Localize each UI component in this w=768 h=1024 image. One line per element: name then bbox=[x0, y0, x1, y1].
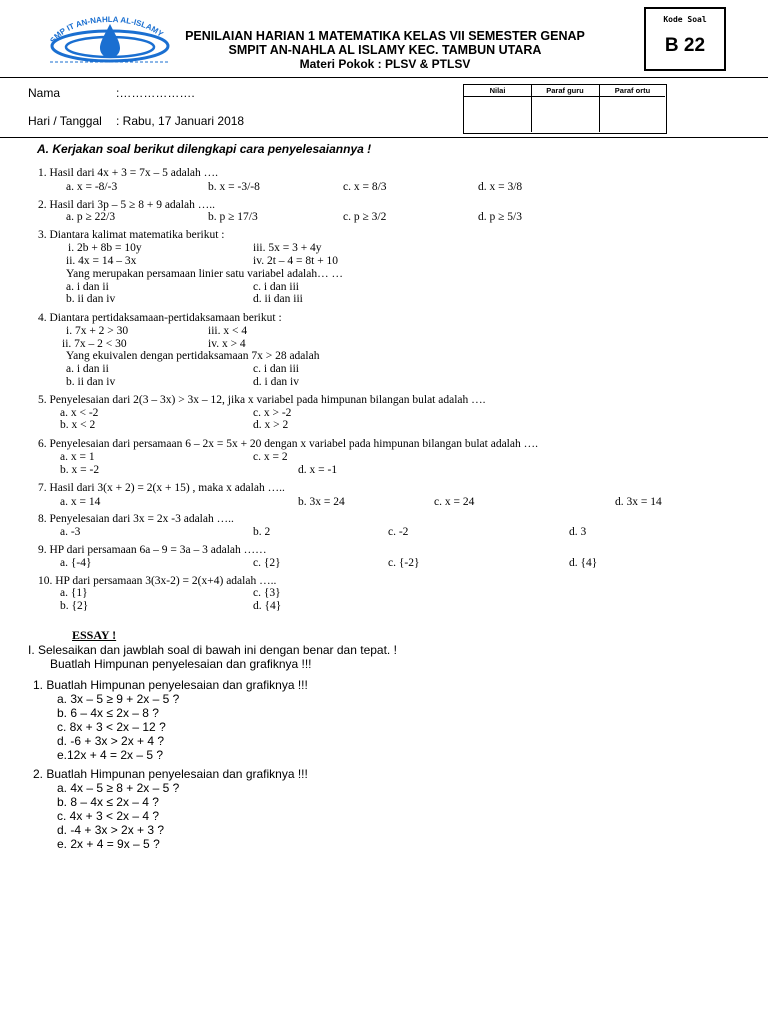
text-line: b. x = -2 bbox=[60, 464, 100, 476]
text-line: c. x = 2 bbox=[253, 451, 288, 463]
text-line: b. 8 – 4x ≤ 2x – 4 ? bbox=[57, 795, 159, 809]
text-line: d. {4} bbox=[253, 600, 282, 612]
text-line: Buatlah Himpunan penyelesaian dan grafiknya !!! bbox=[50, 657, 312, 671]
kode-soal-label: Kode Soal bbox=[663, 15, 707, 24]
text-line: c. {-2} bbox=[388, 557, 420, 569]
text-line: i. 2b + 8b = 10y bbox=[68, 242, 142, 254]
text-line: a. 4x – 5 ≥ 8 + 2x – 5 ? bbox=[57, 781, 180, 795]
text-line: c. x = 24 bbox=[434, 496, 475, 508]
text-line: c. -2 bbox=[388, 526, 409, 538]
svg-text:SMP IT AN-NAHLA AL-ISLAMY: SMP IT AN-NAHLA AL-ISLAMY bbox=[48, 14, 165, 45]
text-line: d. p ≥ 5/3 bbox=[478, 211, 523, 223]
text-line: 7. Hasil dari 3(x + 2) = 2(x + 15) , maka x adalah ….. bbox=[38, 482, 285, 494]
text-line: 9. HP dari persamaan 6a – 9 = 3a – 3 adalah …… bbox=[38, 544, 267, 556]
text-line: a. 3x – 5 ≥ 9 + 2x – 5 ? bbox=[57, 692, 180, 706]
text-line: a. i dan ii bbox=[66, 363, 109, 375]
text-line: c. x > -2 bbox=[253, 407, 292, 419]
text-line: 2. Hasil dari 3p – 5 ≥ 8 + 9 adalah ….. bbox=[38, 199, 215, 211]
text-line: Yang ekuivalen dengan pertidaksamaan 7x > 28 adalah bbox=[66, 350, 320, 362]
text-line: c. 8x + 3 < 2x – 12 ? bbox=[57, 720, 166, 734]
text-line: iv. 2t – 4 = 8t + 10 bbox=[253, 255, 339, 267]
text-line: a. x = -8/-3 bbox=[66, 181, 118, 193]
text-line: a. x < -2 bbox=[60, 407, 99, 419]
subject-topic: Materi Pokok : PLSV & PTLSV bbox=[299, 57, 471, 71]
text-line: 1. Buatlah Himpunan penyelesaian dan grafiknya !!! bbox=[33, 678, 308, 692]
text-line: b. 6 – 4x ≤ 2x – 8 ? bbox=[57, 706, 159, 720]
section-a-title: A. Kerjakan soal berikut dilengkapi cara penyelesaiannya ! bbox=[37, 142, 372, 156]
text-line: I. Selesaikan dan jawblah soal di bawah ini dengan benar dan tepat. ! bbox=[28, 643, 397, 657]
text-line: d. ii dan iii bbox=[253, 293, 303, 305]
nama-label: Nama bbox=[28, 86, 61, 100]
text-line: c. 4x + 3 < 2x – 4 ? bbox=[57, 809, 160, 823]
text-line: 2. Buatlah Himpunan penyelesaian dan grafiknya !!! bbox=[33, 767, 308, 781]
text-line: c. {2} bbox=[253, 557, 281, 569]
essay-title: ESSAY ! bbox=[72, 628, 117, 642]
hari-tanggal-label: Hari / Tanggal bbox=[28, 114, 102, 128]
text-line: a. i dan ii bbox=[66, 281, 109, 293]
exam-title: PENILAIAN HARIAN 1 MATEMATIKA KELAS VII SEMESTER GENAP bbox=[185, 29, 585, 43]
text-line: 3. Diantara kalimat matematika berikut : bbox=[38, 229, 225, 241]
text-line: Yang merupakan persamaan linier satu variabel adalah… … bbox=[66, 268, 343, 280]
text-line: b. 3x = 24 bbox=[298, 496, 345, 508]
paraf-ortu-cell[interactable] bbox=[600, 97, 666, 132]
paraf-guru-cell[interactable] bbox=[532, 97, 599, 132]
text-line: iii. 5x = 3 + 4y bbox=[253, 242, 322, 254]
text-line: a. x = 1 bbox=[60, 451, 95, 463]
text-line: c. p ≥ 3/2 bbox=[343, 211, 387, 223]
text-line: d. 3 bbox=[569, 526, 587, 538]
text-line: c. {3} bbox=[253, 587, 281, 599]
text-line: d. i dan iv bbox=[253, 376, 299, 388]
hari-tanggal-value: : Rabu, 17 Januari 2018 bbox=[116, 114, 245, 128]
text-line: 1. Hasil dari 4x + 3 = 7x – 5 adalah …. bbox=[38, 167, 219, 179]
paraf-ortu-header: Paraf ortu bbox=[614, 86, 651, 95]
info-divider bbox=[0, 137, 768, 138]
text-line: 6. Penyelesaian dari persamaan 6 – 2x = 5x + 20 dengan x variabel pada himpunan bilangan bulat adalah …. bbox=[38, 438, 538, 450]
nilai-cell[interactable] bbox=[464, 97, 531, 132]
school-logo bbox=[40, 12, 180, 70]
kode-soal-value: B 22 bbox=[664, 35, 706, 56]
text-line: c. i dan iii bbox=[253, 281, 299, 293]
text-line: d. -4 + 3x > 2x + 3 ? bbox=[57, 823, 165, 837]
text-line: iii. x < 4 bbox=[208, 325, 248, 337]
nilai-header: Nilai bbox=[489, 86, 506, 95]
text-line: iv. x > 4 bbox=[208, 338, 246, 350]
text-line: b. ii dan iv bbox=[66, 376, 116, 388]
text-line: e.12x + 4 = 2x – 5 ? bbox=[57, 748, 164, 762]
text-line: ii. 4x = 14 – 3x bbox=[66, 255, 137, 267]
text-line: 10. HP dari persamaan 3(3x-2) = 2(x+4) adalah ….. bbox=[38, 575, 277, 587]
text-line: a. {-4} bbox=[60, 557, 92, 569]
text-line: d. -6 + 3x > 2x + 4 ? bbox=[57, 734, 165, 748]
text-line: d. 3x = 14 bbox=[615, 496, 662, 508]
text-line: b. {2} bbox=[60, 600, 89, 612]
text-line: e. 2x + 4 = 9x – 5 ? bbox=[57, 837, 160, 851]
text-line: a. -3 bbox=[60, 526, 81, 538]
school-name: SMPIT AN-NAHLA AL ISLAMY KEC. TAMBUN UTARA bbox=[228, 43, 542, 57]
text-line: a. p ≥ 22/3 bbox=[66, 211, 116, 223]
text-line: d. x = 3/8 bbox=[478, 181, 523, 193]
text-line: b. p ≥ 17/3 bbox=[208, 211, 258, 223]
header-divider bbox=[0, 77, 768, 78]
text-line: b. x = -3/-8 bbox=[208, 181, 260, 193]
score-table bbox=[463, 84, 667, 134]
text-line: d. {4} bbox=[569, 557, 598, 569]
text-line: a. x = 14 bbox=[60, 496, 101, 508]
text-line: 4. Diantara pertidaksamaan-pertidaksamaan berikut : bbox=[38, 312, 282, 324]
text-line: c. i dan iii bbox=[253, 363, 299, 375]
text-line: d. x > 2 bbox=[253, 419, 289, 431]
text-line: ii. 7x – 2 < 30 bbox=[62, 338, 127, 350]
text-line: d. x = -1 bbox=[298, 464, 338, 476]
text-line: b. ii dan iv bbox=[66, 293, 116, 305]
text-line: 5. Penyelesaian dari 2(3 – 3x) > 3x – 12, jika x variabel pada himpunan bilangan bulat adalah …. bbox=[38, 394, 486, 406]
text-line: b. x < 2 bbox=[60, 419, 96, 431]
nama-field[interactable]: :………………. bbox=[116, 86, 195, 100]
paraf-guru-header: Paraf guru bbox=[546, 86, 584, 95]
text-line: a. {1} bbox=[60, 587, 88, 599]
text-line: 8. Penyelesaian dari 3x = 2x -3 adalah ….. bbox=[38, 513, 234, 525]
text-line: i. 7x + 2 > 30 bbox=[66, 325, 129, 337]
kode-soal-box bbox=[644, 7, 726, 71]
text-line: b. 2 bbox=[253, 526, 271, 538]
text-line: c. x = 8/3 bbox=[343, 181, 387, 193]
